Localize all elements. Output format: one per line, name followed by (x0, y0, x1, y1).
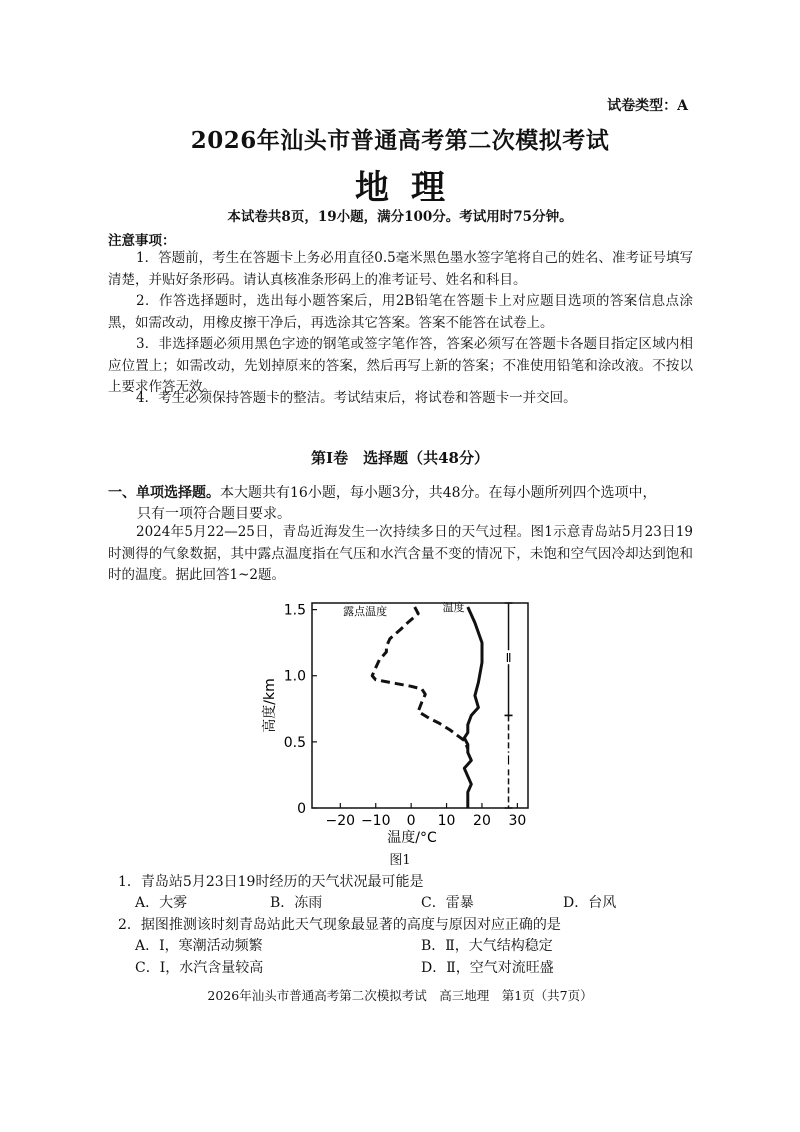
x-tick-label: 30 (508, 813, 527, 829)
question-1-option-a[interactable]: A．大雾 (135, 895, 188, 911)
figure-1-chart (250, 595, 550, 845)
temperature-line (464, 607, 482, 808)
question-2-option-d[interactable]: D．Ⅱ，空气对流旺盛 (421, 960, 554, 976)
page-footer: 2026年汕头市普通高考第二次模拟考试 高三地理 第1页（共7页） (207, 988, 593, 1003)
dew-point-line (372, 607, 468, 749)
question-1-option-b[interactable]: B．冻雨 (270, 895, 323, 911)
figure-caption: 图1 (389, 853, 411, 868)
y-tick-label: 1.0 (283, 668, 306, 685)
question-2-option-b[interactable]: B．Ⅱ，大气结构稳定 (421, 938, 553, 954)
y-tick-label: 0 (297, 801, 306, 817)
notice-item: 3．非选择题必须用黑色字迹的钢笔或签字笔作答，答案必须写在答题卡各题目指定区域内相应位置上；如需改动，先划掉原来的答案，然后再写上新的答案；不准使用铅笔和涂改液。不按以上要求作答无效。 (108, 336, 693, 395)
paper-type-label: 试卷类型：A (607, 98, 688, 114)
layer-label: Ⅱ (505, 651, 512, 666)
question-1-stem: 1．青岛站5月23日19时经历的天气状况最可能是 (118, 874, 424, 890)
notice-heading: 注意事项： (108, 233, 176, 249)
x-tick-label: 20 (473, 813, 491, 829)
notice-item: 1．答题前，考生在答题卡上务必用直径0.5毫米黑色墨水签字笔将自己的姓名、准考证号填写清楚，并贴好条形码。请认真核准条形码上的准考证号、姓名和科目。 (108, 250, 693, 288)
y-tick-label: 0.5 (283, 734, 306, 751)
dew-point-series-label: 露点温度 (343, 604, 388, 618)
x-tick-label: −10 (360, 813, 391, 829)
temperature-series-label: 温度 (442, 600, 465, 614)
notice-item: 2．作答选择题时，选出每小题答案后，用2B铅笔在答题卡上对应题目选项的答案信息点涂黑，如需改动，用橡皮擦干净后，再选涂其它答案。答案不能答在试卷上。 (108, 293, 693, 331)
section-instruction-text: 本大题共有16小题，每小题3分，共48分。在每小题所列四个选项中， (220, 485, 657, 501)
question-2-option-c[interactable]: C．Ⅰ，水汽含量较高 (135, 960, 264, 976)
layer-label: Ⅰ (506, 753, 511, 768)
exam-title: 2026年汕头市普通高考第二次模拟考试 (190, 127, 610, 154)
section-instruction-cont: 只有一项符合题目要求。 (137, 506, 291, 522)
x-tick-label: 10 (437, 813, 456, 829)
x-tick-label: −20 (325, 813, 356, 829)
question-2-stem: 2．据图推测该时刻青岛站此天气现象最显著的高度与原因对应正确的是 (118, 917, 561, 933)
notice-item: 4．考生必须保持答题卡的整洁。考试结束后，将试卷和答题卡一并交回。 (136, 390, 577, 406)
x-axis-label: 温度/°C (387, 830, 437, 845)
y-axis-label: 高度/km (262, 678, 278, 733)
section-label: 一、单项选择题。 (108, 485, 220, 501)
section-instruction (108, 482, 657, 502)
x-tick-label: 0 (406, 813, 416, 829)
part-heading: 第Ⅰ卷 选择题（共48分） (311, 449, 489, 467)
question-passage: 2024年5月22—25日，青岛近海发生一次持续多日的天气过程。图1示意青岛站5月23日19时测得的气象数据，其中露点温度指在气压和水汽含量不变的情况下，未饱和空气因冷却达到饱和时的温度。据此回答1~2题。 (108, 524, 693, 583)
y-tick-label: 1.5 (283, 602, 306, 619)
question-1-option-d[interactable]: D．台风 (563, 895, 617, 911)
subject-title: 地理 (355, 168, 467, 208)
question-2-option-a[interactable]: A．Ⅰ，寒潮活动频繁 (135, 938, 263, 954)
exam-info: 本试卷共8页，19小题，满分100分。考试用时75分钟。 (227, 209, 573, 225)
question-1-option-c[interactable]: C．雷暴 (421, 895, 474, 911)
